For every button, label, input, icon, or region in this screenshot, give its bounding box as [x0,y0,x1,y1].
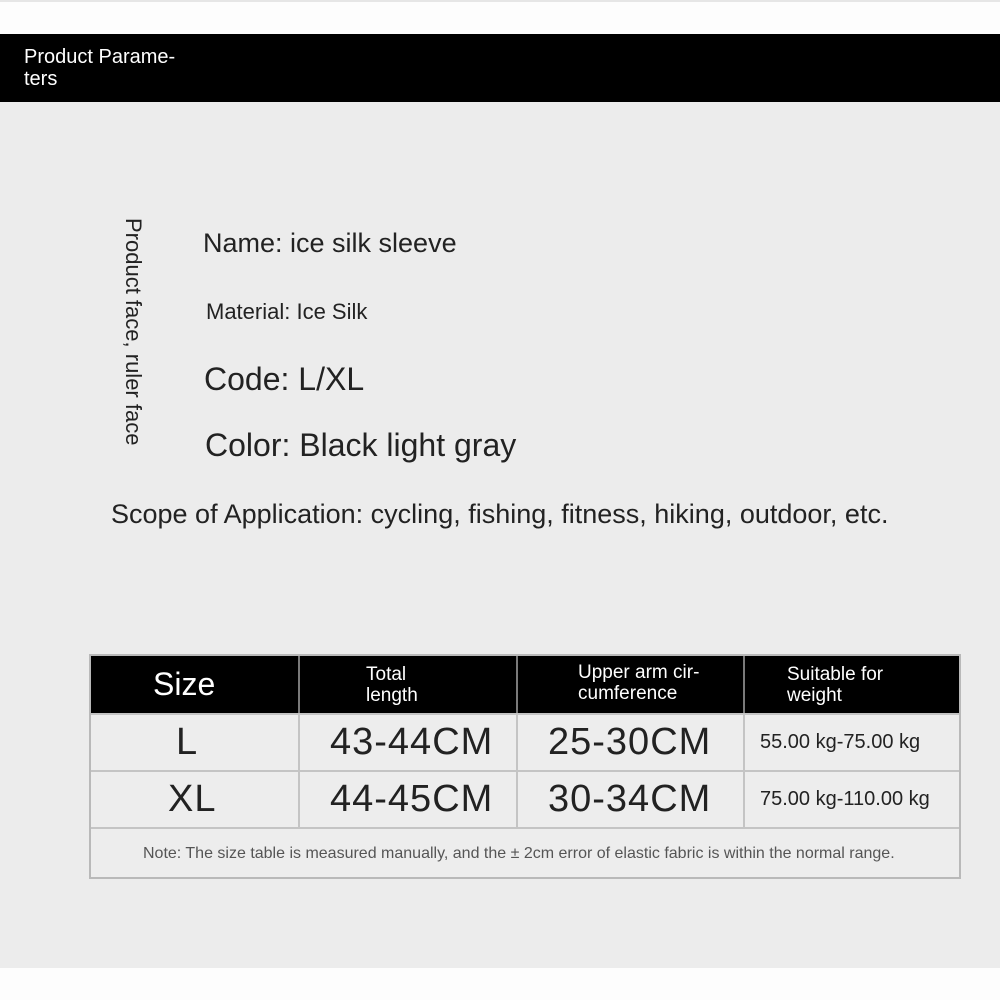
bottom-margin [0,968,1000,1000]
header-upper-line-1: Upper arm cir- [578,662,700,683]
page-title-line-2: ters [24,68,58,90]
arm-value: 30-34CM [548,778,712,820]
page-title [24,46,214,90]
header-total-line-2: length [366,685,418,706]
header-weight-line-2: weight [787,685,842,706]
top-margin [0,0,1000,34]
size-cell [91,772,298,827]
header-weight-label [787,664,883,706]
header-total-line-1: Total [366,664,407,685]
header-size-label: Size [153,666,216,702]
size-table [89,654,961,879]
header-cell-total-length [298,656,516,713]
length-value: 44-45CM [330,778,494,820]
product-name: Name: ice silk sleeve [203,228,457,258]
size-value: XL [168,778,217,820]
side-label: Product face, ruler face [121,218,146,446]
header-upper-line-2: cumference [578,683,678,704]
table-note-row [91,827,959,881]
table-row [91,770,959,827]
header-cell-size [91,656,298,713]
length-value: 43-44CM [330,721,494,763]
page-title-line-1: Product Parame- [24,46,176,68]
header-cell-weight [743,656,959,713]
header-weight-line-1: Suitable for [787,664,884,685]
size-value: L [176,721,199,763]
header-total-length-label [366,664,418,706]
product-material: Material: Ice Silk [206,299,368,324]
header-cell-upper-arm [516,656,743,713]
weight-cell [743,715,959,770]
arm-cell [516,772,743,827]
weight-cell [743,772,959,827]
weight-value: 55.00 kg-75.00 kg [760,731,921,753]
product-color: Color: Black light gray [205,427,517,463]
length-cell [298,772,516,827]
application-scope: Scope of Application: cycling, fishing, fitness, hiking, outdoor, etc. [111,499,889,529]
size-table-note: Note: The size table is measured manually, and the ± 2cm error of elastic fabric is within the normal range. [143,845,895,862]
header-upper-arm-label [578,662,699,704]
product-code: Code: L/XL [204,361,365,397]
arm-value: 25-30CM [548,721,712,763]
arm-cell [516,715,743,770]
table-row [91,713,959,770]
length-cell [298,715,516,770]
table-header-row [91,656,959,713]
weight-value: 75.00 kg-110.00 kg [760,788,930,810]
size-cell [91,715,298,770]
